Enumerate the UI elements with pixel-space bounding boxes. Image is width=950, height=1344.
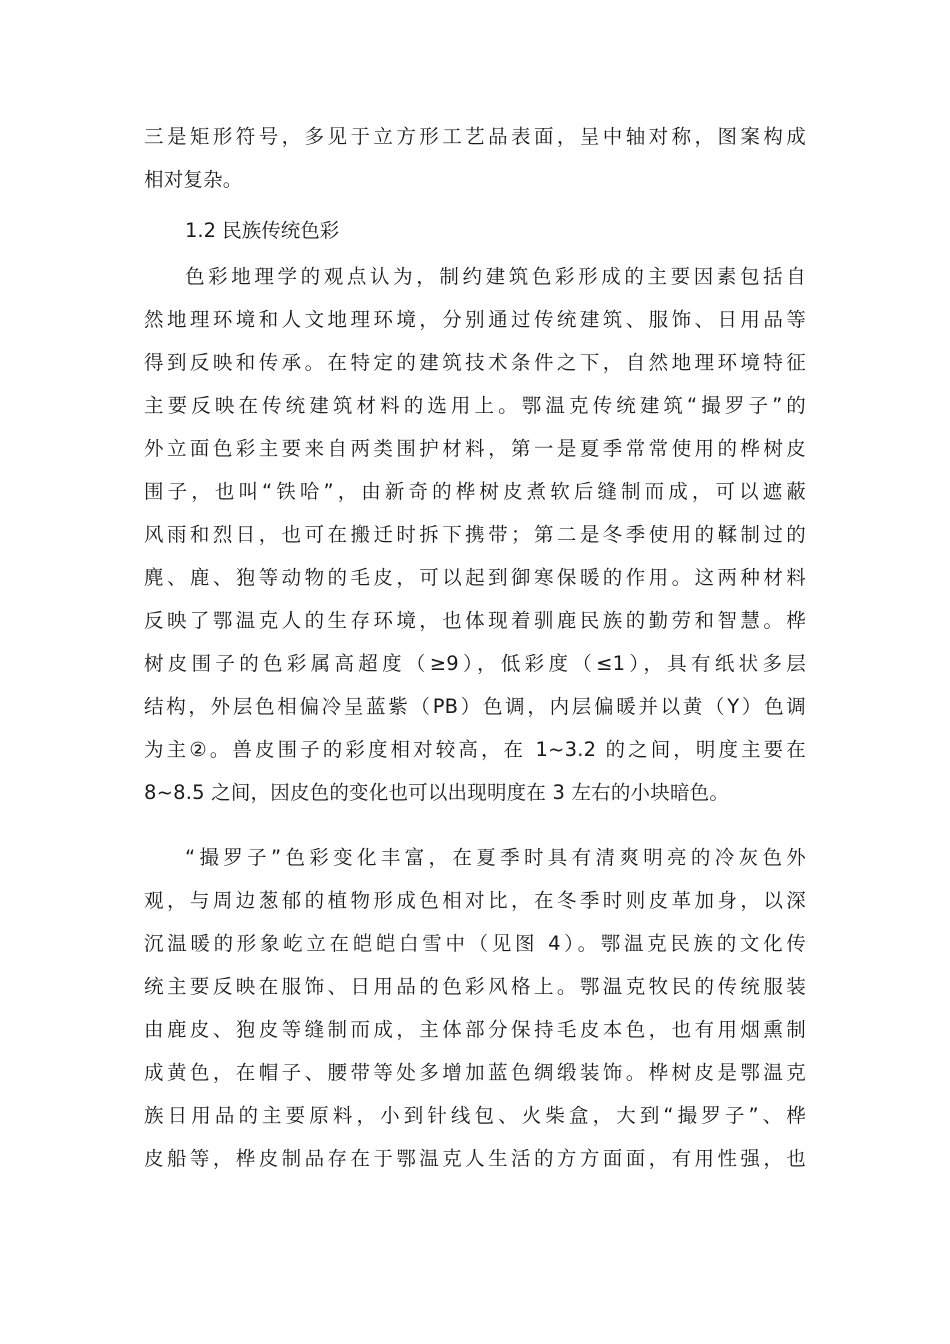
paragraph-color-geography [144,255,806,814]
text-line: 外立面色彩主要来自两类围护材料，第一是夏季常常使用的桦树皮 [144,437,806,460]
text-line: 主要反映在传统建筑材料的选用上。鄂温克传统建筑“撮罗子”的 [144,394,806,417]
text-line: “撮罗子”色彩变化丰富，在夏季时具有清爽明亮的冷灰色外 [185,846,806,869]
text-line: 围子，也叫“铁哈”，由新奇的桦树皮煮软后缝制而成，可以遮蔽 [144,480,806,503]
text-line: 族日用品的主要原料，小到针线包、火柴盒，大到“撮罗子”、桦 [144,1104,806,1127]
text-line: 为主②。兽皮围子的彩度相对较高，在 1~3.2 的之间，明度主要在 [144,738,806,761]
text-line: 由鹿皮、狍皮等缝制而成，主体部分保持毛皮本色，也有用烟熏制 [144,1018,806,1041]
text-line: 8~8.5 之间，因皮色的变化也可以出现明度在 3 左右的小块暗色。 [144,781,730,804]
text-line: 反映了鄂温克人的生存环境，也体现着驯鹿民族的勤劳和智慧。桦 [144,609,806,632]
text-line: 色彩地理学的观点认为，制约建筑色彩形成的主要因素包括自 [185,265,806,288]
text-line: 得到反映和传承。在特定的建筑技术条件之下，自然地理环境特征 [144,351,806,374]
text-line: 风雨和烈日，也可在搬迁时拆下携带；第二是冬季使用的鞣制过的 [144,523,806,546]
text-line: 树皮围子的色彩属高超度（≥9），低彩度（≤1），具有纸状多层 [144,652,806,675]
paragraph-cuoluozi-colors [144,836,806,1180]
text-line: 沉温暖的形象屹立在皑皑白雪中（见图 4）。鄂温克民族的文化传 [144,932,806,955]
text-line: 皮船等，桦皮制品存在于鄂温克人生活的方方面面，有用性强，也 [144,1147,806,1170]
text-line: 然地理环境和人文地理环境，分别通过传统建筑、服饰、日用品等 [144,308,806,331]
text-line: 观，与周边葱郁的植物形成色相对比，在冬季时则皮革加身，以深 [144,889,806,912]
text-line: 相对复杂。 [144,168,243,191]
section-heading: 1.2 民族传统色彩 [185,219,340,242]
text-line: 统主要反映在服饰、日用品的色彩风格上。鄂温克牧民的传统服装 [144,975,806,998]
text-line: 结构，外层色相偏冷呈蓝紫（PB）色调，内层偏暖并以黄（Y）色调 [144,695,806,718]
text-line: 麂、鹿、狍等动物的毛皮，可以起到御寒保暖的作用。这两种材料 [144,566,806,589]
text-line: 成黄色，在帽子、腰带等处多增加蓝色绸缎装饰。桦树皮是鄂温克 [144,1061,806,1084]
paragraph-rectangular-symbols [144,115,806,201]
text-line: 三是矩形符号，多见于立方形工艺品表面，呈中轴对称，图案构成 [144,125,806,148]
